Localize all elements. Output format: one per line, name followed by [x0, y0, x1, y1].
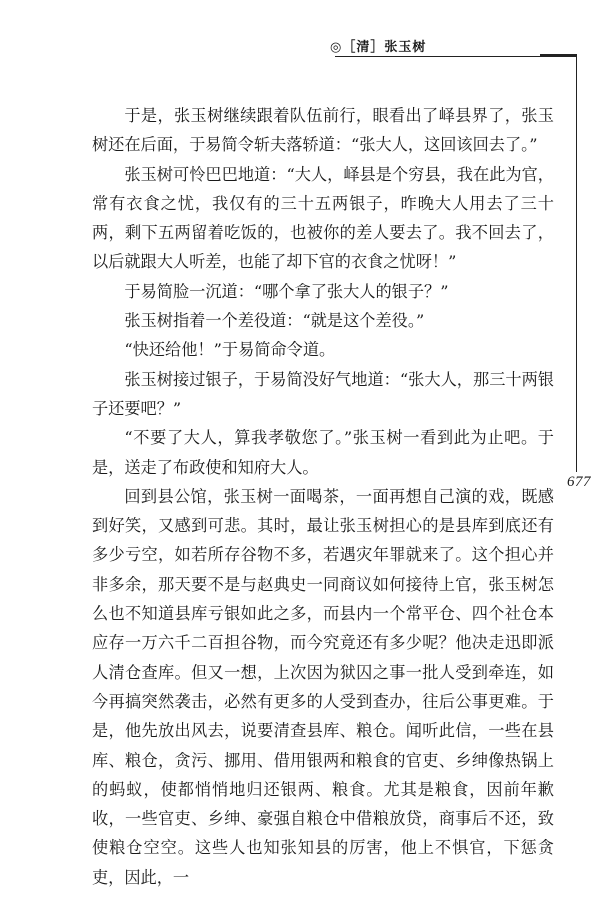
paragraph: 于易简脸一沉道：“哪个拿了张大人的银子？”	[124, 281, 449, 301]
margin-rule	[576, 54, 577, 472]
running-header: ◎［清］张玉树	[330, 40, 427, 55]
page-number: 677	[567, 474, 591, 490]
paragraph: “不要了大人，算我孝敬您了。”张玉树一看到此为止吧。于是，送走了布政使和知府大人。	[92, 428, 554, 477]
paragraph: 张玉树可怜巴巴地道：“大人，峄县是个穷县，我在此为官，常有衣食之忧，我仅有的三十五两银子，昨晚大人用去了三十两，剩下五两留着吃饭的，也被你的差人要去了。我不回去了，以后就跟大人听差，也能了却下官的衣食之忧呀！”	[92, 164, 554, 272]
paragraph: 张玉树接过银子，于易简没好气地道：“张大人，那三十两银子还要吧？”	[92, 369, 554, 418]
header-rule-accent	[540, 54, 576, 57]
paragraph: 回到县公馆，张玉树一面喝茶，一面再想自己演的戏，既感到好笑，又感到可悲。其时，最让张玉树担心的是县库到底还有多少亏空，如若所存谷物不多，若遇灾年罪就来了。这个担心并非多余，那天要不是与赵典史一同商议如何接待上官，张玉树怎么也不知道县库亏银如此之多，而县内一个常平仓、四个社仓本应存一万六千二百担谷物，而今究竟还有多少呢？他决走迅即派人清仓查库。但又一想，上次因为狱囚之事一批人受到牵连，如今再搞突然袭击，必然有更多的人受到查办，往后公事更难。于是，他先放出风去，说要清查县库、粮仓。闻听此信，一些在县库、粮仓，贪污、挪用、借用银两和粮食的官吏、乡绅像热锅上的蚂蚁，使都悄悄地归还银两、粮食。尤其是粮食，因前年歉收，一些官吏、乡绅、豪强自粮仓中借粮放贷，商事后不还，致使粮仓空空。这些人也知张知县的厉害，他上不惧官，下惩贪吏，因此，一	[92, 486, 554, 887]
paragraph: “快还给他！”于易简命令道。	[124, 340, 336, 360]
paragraph: 张玉树指着一个差役道：“就是这个差役。”	[124, 311, 425, 331]
paragraph: 于是，张玉树继续跟着队伍前行，眼看出了峄县界了，张玉树还在后面，于易简令斩夫落轿道：“张大人，这回该回去了。”	[92, 106, 554, 155]
header-rule	[335, 56, 540, 57]
body-text	[92, 101, 554, 892]
